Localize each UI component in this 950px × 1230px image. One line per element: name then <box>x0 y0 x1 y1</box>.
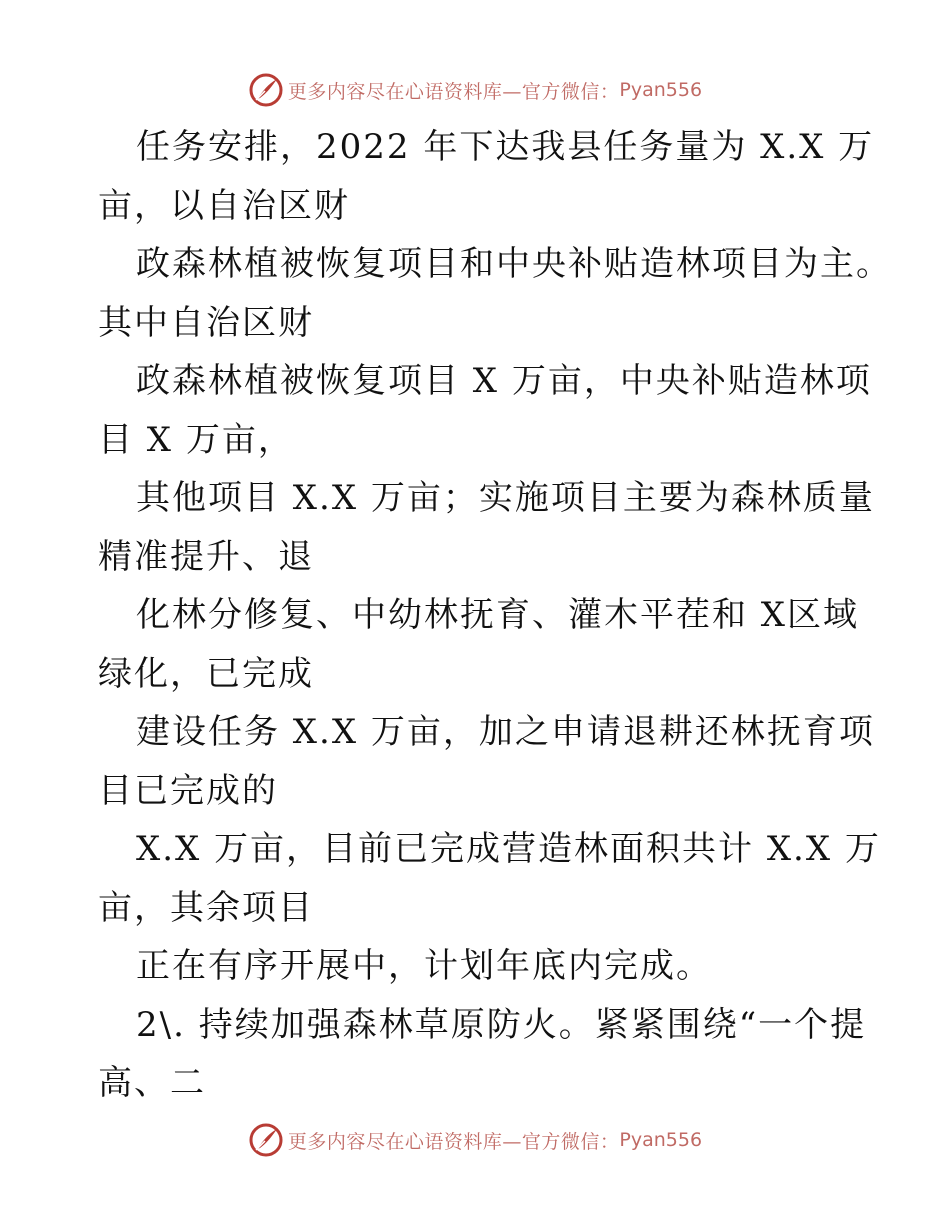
watermark-text: 更多内容尽在心语资料库—官方微信： <box>287 1130 620 1153</box>
body-line: 其中自治区财 <box>98 302 314 343</box>
document-body <box>98 118 892 1113</box>
feather-logo-icon <box>248 1122 284 1158</box>
body-line: 目已完成的 <box>98 770 278 811</box>
footer-watermark <box>0 1120 950 1160</box>
body-line: 正在有序开展中，计划年底内完成。 <box>136 946 712 986</box>
watermark-wechat-id: Pyan556 <box>619 1129 703 1151</box>
watermark-wechat-id: Pyan556 <box>619 79 703 101</box>
body-line: 政森林植被恢复项目和中央补贴造林项目为主。 <box>136 244 892 284</box>
body-line: 建设任务 X.X 万亩，加之申请退耕还林抚育项 <box>136 712 875 752</box>
header-watermark <box>0 70 950 110</box>
body-line: 亩，其余项目 <box>98 887 314 928</box>
body-line: 2\. 持续加强森林草原防火。紧紧围绕“一个提 <box>136 1004 867 1045</box>
body-line: 亩，以自治区财 <box>98 185 350 226</box>
body-line: 绿化，已完成 <box>98 653 314 694</box>
body-line: 目 X 万亩， <box>98 419 294 460</box>
body-line: X.X 万亩，目前已完成营造林面积共计 X.X 万 <box>136 829 881 869</box>
body-line: 其他项目 X.X 万亩；实施项目主要为森林质量 <box>136 478 875 518</box>
watermark-text: 更多内容尽在心语资料库—官方微信： <box>287 80 620 103</box>
body-line: 精准提升、退 <box>98 536 314 577</box>
body-line: 高、二 <box>98 1063 206 1103</box>
body-line: 政森林植被恢复项目 X 万亩，中央补贴造林项 <box>136 361 872 401</box>
body-line: 化林分修复、中幼林抚育、灌木平茬和 X区域 <box>136 595 860 635</box>
body-line: 任务安排，2022 年下达我县任务量为 X.X 万 <box>136 127 875 167</box>
feather-logo-icon <box>248 72 284 108</box>
